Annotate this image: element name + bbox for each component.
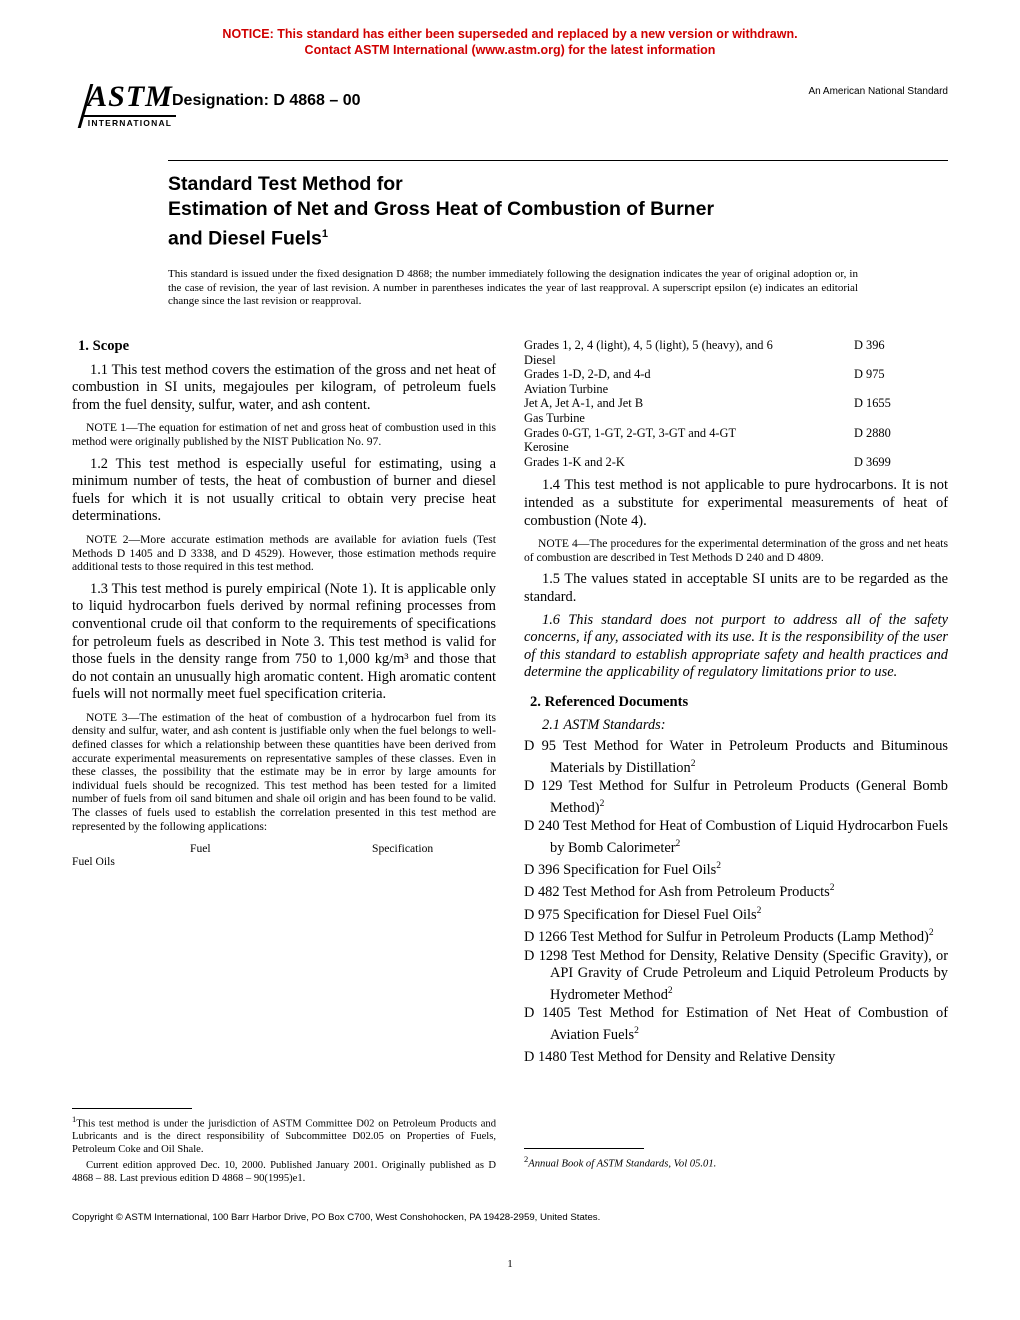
ref-sup: 2 bbox=[829, 883, 835, 894]
footnote-1 bbox=[72, 1113, 496, 1156]
table-row bbox=[524, 455, 948, 470]
list-item bbox=[524, 948, 948, 1005]
note-1: NOTE 1—The equation for estimation of net and gross heat of combustion used in this method were originally published by the NIST Publication No. 97. bbox=[72, 421, 496, 448]
list-item bbox=[524, 903, 948, 924]
ref-sup: 2 bbox=[756, 905, 762, 916]
fuel-grades-table bbox=[524, 338, 948, 469]
page-title bbox=[168, 172, 948, 252]
list-item bbox=[524, 858, 948, 879]
section-heading-referenced-documents: 2. Referenced Documents bbox=[530, 693, 689, 710]
title-line-2: Estimation of Net and Gross Heat of Combustion of Burner bbox=[168, 198, 715, 220]
list-item bbox=[524, 880, 948, 901]
footnote-marker: 2 bbox=[524, 1154, 529, 1164]
fuel-table-header bbox=[72, 840, 496, 855]
notice-line-1: NOTICE: This standard has either been superseded and replaced by a new version or withdrawn. bbox=[222, 27, 798, 41]
footnote-divider bbox=[72, 1108, 192, 1109]
table-row bbox=[524, 426, 948, 441]
footnote-marker: 1 bbox=[72, 1114, 77, 1124]
grade-fuel: Grades 0-GT, 1-GT, 2-GT, 3-GT and 4-GT bbox=[524, 425, 737, 440]
astm-logo-subtext: INTERNATIONAL bbox=[87, 118, 173, 128]
list-item bbox=[524, 818, 948, 857]
astm-logo-icon bbox=[82, 78, 178, 148]
astm-logo-text: ASTM bbox=[87, 80, 173, 113]
table-row bbox=[524, 382, 948, 397]
designation-label: Designation: D 4868 – 00 bbox=[172, 92, 361, 109]
footnote-text: Annual Book of ASTM Standards, Vol 05.01. bbox=[528, 1158, 717, 1170]
ref-sup: 2 bbox=[667, 985, 673, 996]
header-divider bbox=[168, 160, 948, 161]
ref-text: D 1405 Test Method for Estimation of Net Heat of Combustion of Aviation Fuels bbox=[524, 1005, 948, 1043]
ref-sup: 2 bbox=[690, 758, 696, 769]
grade-fuel: Kerosine bbox=[524, 440, 569, 455]
table-row bbox=[524, 440, 948, 455]
table-row bbox=[524, 411, 948, 426]
title-line-1: Standard Test Method for bbox=[168, 173, 403, 195]
grade-fuel: Jet A, Jet A-1, and Jet B bbox=[524, 396, 644, 411]
ref-text: D 396 Specification for Fuel Oils bbox=[524, 861, 717, 878]
ref-text: D 975 Specification for Diesel Fuel Oils bbox=[524, 906, 757, 923]
page-number: 1 bbox=[507, 1258, 513, 1270]
grade-fuel: Grades 1, 2, 4 (light), 4, 5 (light), 5 (heavy), and 6 bbox=[524, 338, 773, 352]
list-item bbox=[524, 1045, 948, 1066]
list-item bbox=[524, 738, 948, 777]
ref-text: D 95 Test Method for Water in Petroleum Products and Bituminous Materials by Distillation bbox=[524, 738, 948, 776]
ref-text: D 1266 Test Method for Sulfur in Petroleum Products (Lamp Method) bbox=[524, 928, 929, 945]
grade-spec: D 975 bbox=[854, 367, 885, 382]
issue-statement: This standard is issued under the fixed designation D 4868; the number immediately following the designation indicates the year of original adoption or, in the case of revision, the year of last revision. A number in parentheses indicates the year of last reapproval. A superscript epsilon (e) indicates an editorial change since the last revision or reapproval. bbox=[168, 268, 858, 307]
ref-sup: 2 bbox=[634, 1025, 639, 1036]
ref-sup: 2 bbox=[928, 928, 934, 939]
column-right bbox=[524, 338, 948, 1068]
grade-spec: D 396 bbox=[854, 338, 885, 352]
grade-fuel: Diesel bbox=[524, 352, 556, 367]
title-line-3: and Diesel Fuels bbox=[168, 227, 322, 250]
logo-divider bbox=[84, 115, 176, 117]
note-3: NOTE 3—The estimation of the heat of combustion of a hydrocarbon fuel from its density and sulfur, water, and ash content is justifiable only when the fuel belongs to well-defined classes for which a relationship between these quantities have been derived from accurate experimental measurements on representative samples of these classes. Even in these classes, the possibility that the estimate may be in error by large amounts for individual fuels should be recognized. This test method has been tested for a limited number of fuels from oil sand bitumen and shale oil origin and has been found to be valid. The classes of fuels used to establish the correlation presented in this test method are represented by the following applications: bbox=[72, 710, 496, 833]
footnotes-right bbox=[524, 1148, 948, 1175]
title-footnote-marker: 1 bbox=[321, 228, 329, 240]
list-item bbox=[524, 778, 948, 817]
paragraph-1-6: 1.6 This standard does not purport to address all of the safety concerns, if any, associated with its use. It is the responsibility of the user of this standard to establish appropriate safety and health practices and determine the applicability of regulatory limitations prior to use. bbox=[524, 611, 948, 681]
list-item bbox=[524, 925, 948, 946]
footnote-edition: Current edition approved Dec. 10, 2000. Published January 2001. Originally published as D 4868 – 88. Last previous edition D 4868 – 90(1995)e1. bbox=[72, 1160, 496, 1184]
footnotes-left bbox=[72, 1108, 496, 1190]
list-item bbox=[524, 1005, 948, 1044]
note-4: NOTE 4—The procedures for the experimental determination of the gross and net heats of combustion are described in Test Methods D 240 and D 4809. bbox=[524, 537, 948, 564]
ansi-label: An American National Standard bbox=[808, 86, 948, 97]
referenced-documents-list bbox=[524, 738, 948, 1066]
ref-text: D 129 Test Method for Sulfur in Petroleum Products (General Bomb Method) bbox=[524, 778, 948, 816]
grade-fuel: Grades 1-K and 2-K bbox=[524, 454, 625, 469]
ref-sup: 2 bbox=[675, 838, 681, 849]
note-2: NOTE 2—More accurate estimation methods are available for aviation fuels (Test Methods D 1405 and D 3338, and D 4529). However, those estimation methods require additional tests to those required in this test method. bbox=[72, 532, 496, 574]
fuel-column-header: Fuel bbox=[190, 842, 211, 856]
paragraph-1-3: 1.3 This test method is purely empirical (Note 1). It is applicable only to liquid hydrocarbon fuels derived by normal refining processes from conventional crude oil that conform to the requirements of specifications for petroleum fuels as described in Note 3. This test method is valid for those fuels in the density range from 750 to 1,000 kg/m³ and those that do not contain an unusually high aromatic content. High aromatic content fuels will not normally meet fuel specification criteria. bbox=[72, 580, 497, 703]
grade-spec: D 1655 bbox=[854, 396, 891, 411]
footnote-2 bbox=[524, 1153, 948, 1171]
ref-text: D 1298 Test Method for Density, Relative Density (Specific Gravity), or API Gravity of Crude Petroleum and Liquid Petroleum Products by Hydrometer Method bbox=[524, 947, 948, 1003]
ref-text: D 1480 Test Method for Density and Relative Density bbox=[524, 1048, 836, 1065]
paragraph-1-4: 1.4 This test method is not applicable to pure hydrocarbons. It is not intended as a substitute for experimental measurements of heat of combustion (Note 4). bbox=[524, 477, 948, 529]
paragraph-1-2: 1.2 This test method is especially useful for estimating, using a minimum number of tests, the heat of combustion of burner and diesel fuels for which it is not usually critical to obtain very precise heat determinations. bbox=[72, 455, 496, 525]
footnote-text: This test method is under the jurisdiction of ASTM Committee D02 on Petroleum Products and Lubricants and is the direct responsibility of Subcommittee D02.05 on Properties of Fuels, Petroleum Coke and Oil Shale. bbox=[72, 1118, 496, 1155]
section-heading-scope: 1. Scope bbox=[78, 338, 130, 354]
specification-column-header: Specification bbox=[372, 842, 434, 856]
copyright-line: Copyright © ASTM International, 100 Barr Harbor Drive, PO Box C700, West Conshohocken, PA 19428-2959, United States. bbox=[72, 1212, 601, 1223]
table-row bbox=[524, 353, 948, 368]
table-row bbox=[524, 396, 948, 411]
paragraph-1-1: 1.1 This test method covers the estimation of the gross and net heat of combustion in SI units, megajoules per kilogram, of petroleum fuels from the fuel density, sulfur, water, and ash content. bbox=[72, 361, 496, 413]
astm-standards-subheading: 2.1 ASTM Standards: bbox=[542, 717, 666, 734]
grade-spec: D 3699 bbox=[854, 454, 891, 469]
ref-text: D 482 Test Method for Ash from Petroleum Products bbox=[524, 884, 830, 901]
ref-sup: 2 bbox=[716, 861, 721, 872]
grade-fuel: Aviation Turbine bbox=[524, 381, 609, 396]
ref-text: D 240 Test Method for Heat of Combustion of Liquid Hydrocarbon Fuels by Bomb Calorimeter bbox=[524, 818, 948, 856]
grade-fuel: Grades 1-D, 2-D, and 4-d bbox=[524, 367, 651, 382]
notice-line-2: Contact ASTM International (www.astm.org) for the latest information bbox=[304, 43, 716, 57]
withdrawn-notice bbox=[0, 26, 1020, 58]
footnote-divider bbox=[524, 1148, 644, 1149]
table-row bbox=[524, 367, 948, 382]
ref-sup: 2 bbox=[599, 798, 605, 809]
column-left bbox=[72, 338, 496, 869]
table-row bbox=[524, 338, 948, 353]
grade-fuel: Gas Turbine bbox=[524, 410, 585, 425]
document-header bbox=[72, 78, 948, 154]
grade-spec: D 2880 bbox=[854, 425, 891, 440]
fuel-oils-label: Fuel Oils bbox=[72, 855, 115, 869]
paragraph-1-5: 1.5 The values stated in acceptable SI units are to be regarded as the standard. bbox=[524, 571, 948, 605]
